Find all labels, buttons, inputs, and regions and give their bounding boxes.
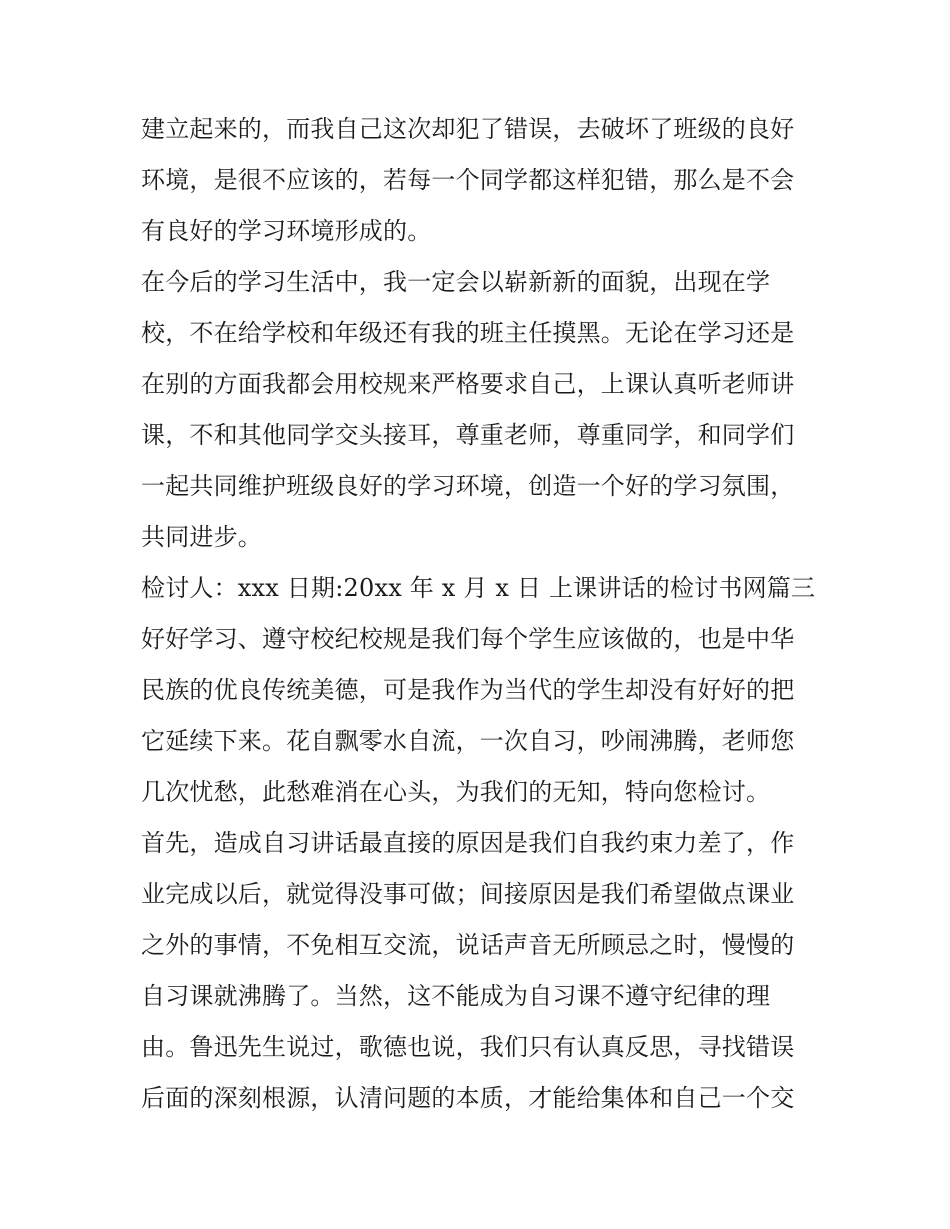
text-line: 之外的事情，不免相互交流，说话声音无所顾忌之时，慢慢的 [141, 931, 795, 959]
text-line: 由。鲁迅先生说过，歌德也说，我们只有认真反思，寻找错误 [141, 1033, 795, 1061]
text-line: 课，不和其他同学交头接耳，尊重老师，尊重同学，和同学们 [141, 421, 795, 449]
text-line: 首先，造成自习讲话最直接的原因是我们自我约束力差了，作 [141, 829, 795, 857]
text-line: 在别的方面我都会用校规来严格要求自己，上课认真听老师讲 [141, 370, 795, 398]
text-line: 在今后的学习生活中，我一定会以崭新新的面貌，出现在学 [141, 268, 771, 296]
author-date-line: 检讨人：xxx 日期:20xx 年 x 月 x 日 上课讲话的检讨书网篇三 [141, 574, 816, 602]
text-line: 共同进步。 [141, 523, 262, 551]
text-line: 它延续下来。花自飘零水自流，一次自习，吵闹沸腾，老师您 [141, 727, 795, 755]
text-line: 几次忧愁，此愁难消在心头，为我们的无知，特向您检讨。 [141, 778, 771, 806]
text-line: 校，不在给学校和年级还有我的班主任摸黑。无论在学习还是 [141, 319, 795, 347]
text-line: 好好学习、遵守校纪校规是我们每个学生应该做的，也是中华 [141, 625, 795, 653]
text-line: 后面的深刻根源，认清问题的本质，才能给集体和自己一个交 [141, 1084, 795, 1112]
text-line: 业完成以后，就觉得没事可做；间接原因是我们希望做点课业 [141, 880, 795, 908]
document-body [141, 104, 831, 1124]
text-line: 民族的优良传统美德，可是我作为当代的学生却没有好好的把 [141, 676, 795, 704]
text-line: 建立起来的，而我自己这次却犯了错误，去破坏了班级的良好 [141, 115, 795, 143]
text-line: 一起共同维护班级良好的学习环境，创造一个好的学习氛围， [141, 472, 795, 500]
text-line: 环境，是很不应该的，若每一个同学都这样犯错，那么是不会 [141, 166, 795, 194]
text-line: 有良好的学习环境形成的。 [141, 217, 432, 245]
text-line: 自习课就沸腾了。当然，这不能成为自习课不遵守纪律的理 [141, 982, 771, 1010]
